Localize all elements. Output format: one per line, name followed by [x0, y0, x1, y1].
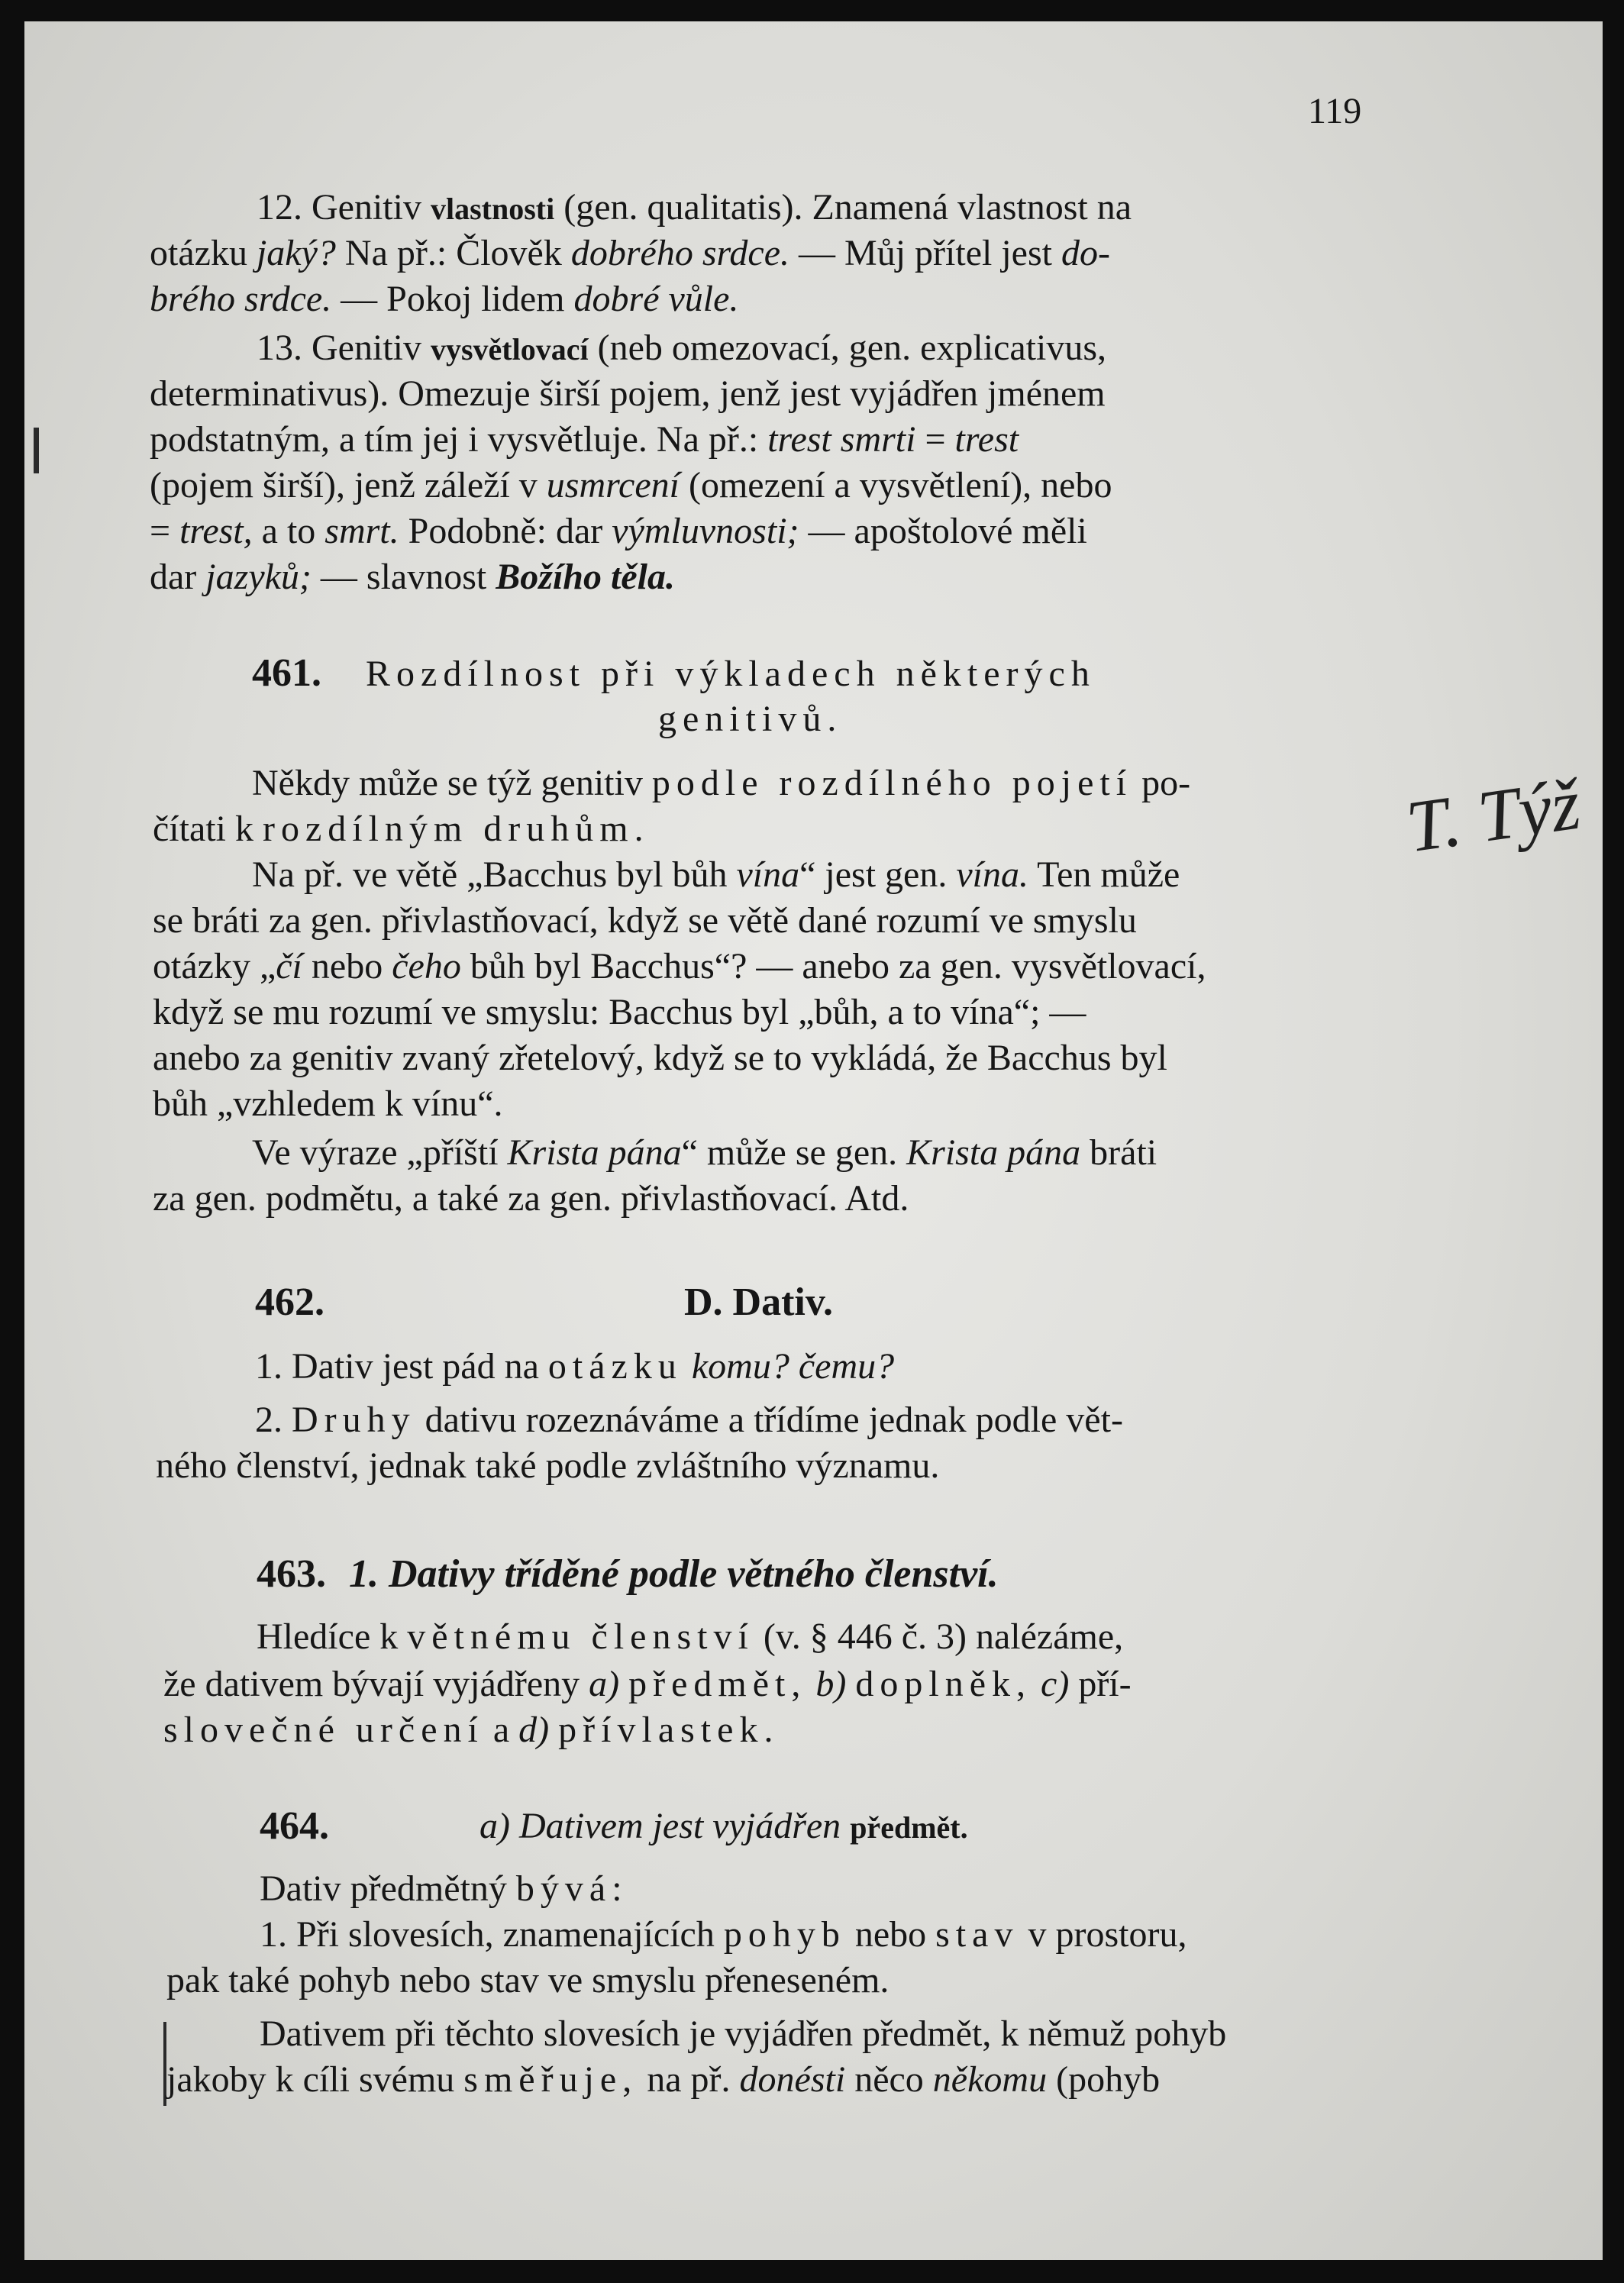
sec13-line2: determinativus). Omezuje širší pojem, jenž jest vyjádřen jménem: [150, 373, 1106, 414]
sec13-line1: 13. Genitiv vysvětlovací (neb omezovací, gen. explicativus,: [257, 328, 1107, 368]
s461-p2-line3: otázky „čí nebo čeho bůh byl Bacchus“? — anebo za gen. vysvětlovací,: [153, 946, 1206, 987]
s461-p2-line2: se bráti za gen. přivlastňovací, když se větě dané rozumí ve smyslu: [153, 900, 1137, 941]
s464-line5: jakoby k cíli svému směřuje, na př. donésti něco někomu (pohyb: [166, 2059, 1161, 2100]
s461-p2-line6: bůh „vzhledem k vínu“.: [153, 1083, 503, 1124]
s461-p1-line2: čítati k rozdílným druhům.: [153, 809, 650, 849]
sec13-line3: podstatným, a tím jej i vysvětluje. Na př.: trest smrti = trest: [150, 419, 1019, 460]
s461-p2-line1: Na př. ve větě „Bacchus byl bůh vína“ jest gen. vína. Ten může: [252, 854, 1180, 895]
section-461-heading-line2: genitivů.: [658, 699, 843, 739]
s464-line1: Dativ předmětný bývá:: [260, 1868, 628, 1909]
section-number: 461.: [252, 651, 321, 695]
s462-p2-line2: ného členství, jednak také podle zvláštního významu.: [156, 1445, 940, 1486]
section-462-number: 462.: [255, 1280, 324, 1324]
scan-border-left: [0, 0, 24, 2283]
scan-border-right: [1603, 0, 1624, 2283]
section-464-title: a) Dativem jest vyjádřen předmět.: [479, 1806, 968, 1846]
sec12-line2: otázku jaký? Na př.: Člověk dobrého srdce. — Můj přítel jest do-: [150, 233, 1110, 273]
handwritten-margin-note: T. Týž: [1401, 762, 1585, 868]
scan-border-bottom: [0, 2260, 1624, 2283]
sec13-line4: (pojem širší), jenž záleží v usmrcení (omezení a vysvětlení), nebo: [150, 465, 1112, 505]
margin-mark: [34, 428, 39, 473]
s463-line1: Hledíce k větnému členství (v. § 446 č. 3) nalézáme,: [257, 1616, 1124, 1657]
s463-line3: slovečné určení a d) přívlastek.: [163, 1710, 780, 1750]
sec13-line6: dar jazyků; — slavnost Božího těla.: [150, 557, 675, 597]
s461-p3-line1: Ve výraze „příští Krista pána“ může se gen. Krista pána bráti: [252, 1132, 1157, 1173]
section-464-number: 464.: [260, 1804, 329, 1848]
page-number: 119: [1308, 91, 1362, 131]
s464-line3: pak také pohyb nebo stav ve smyslu přeneseném.: [166, 1960, 889, 2000]
section-462-title: D. Dativ.: [684, 1280, 833, 1324]
section-463-heading: 463. 1. Dativy tříděné podle větného členství.: [257, 1552, 999, 1596]
sec13-line5: = trest, a to smrt. Podobně: dar výmluvnosti; — apoštolové měli: [150, 511, 1087, 551]
s464-line4: Dativem při těchto slovesích je vyjádřen předmět, k němuž pohyb: [260, 2013, 1227, 2054]
s463-line2: že dativem bývají vyjádřeny a) předmět, b) doplněk, c) pří-: [163, 1664, 1132, 1704]
s462-p2-line1: 2. Druhy dativu rozeznáváme a třídíme jednak podle vět-: [255, 1400, 1123, 1440]
s461-p2-line4: když se mu rozumí ve smyslu: Bacchus byl „bůh, a to vína“; —: [153, 992, 1086, 1032]
s464-line2: 1. Při slovesích, znamenajících pohyb nebo stav v prostoru,: [260, 1914, 1187, 1955]
sec12-line1: 12. Genitiv vlastnosti (gen. qualitatis). Znamená vlastnost na: [257, 187, 1132, 228]
s462-p1: 1. Dativ jest pád na otázku komu? čemu?: [255, 1346, 895, 1387]
sec12-line3: brého srdce. — Pokoj lidem dobré vůle.: [150, 279, 739, 319]
s461-p1-line1: Někdy může se týž genitiv podle rozdílného pojetí po-: [252, 763, 1191, 803]
s461-p2-line5: anebo za genitiv zvaný zřetelový, když se to vykládá, že Bacchus byl: [153, 1038, 1167, 1078]
scan-border-top: [0, 0, 1624, 21]
s461-p3-line2: za gen. podmětu, a také za gen. přivlastňovací. Atd.: [153, 1178, 909, 1219]
section-461-heading: 461. Rozdílnost při výkladech některých: [252, 651, 1096, 695]
